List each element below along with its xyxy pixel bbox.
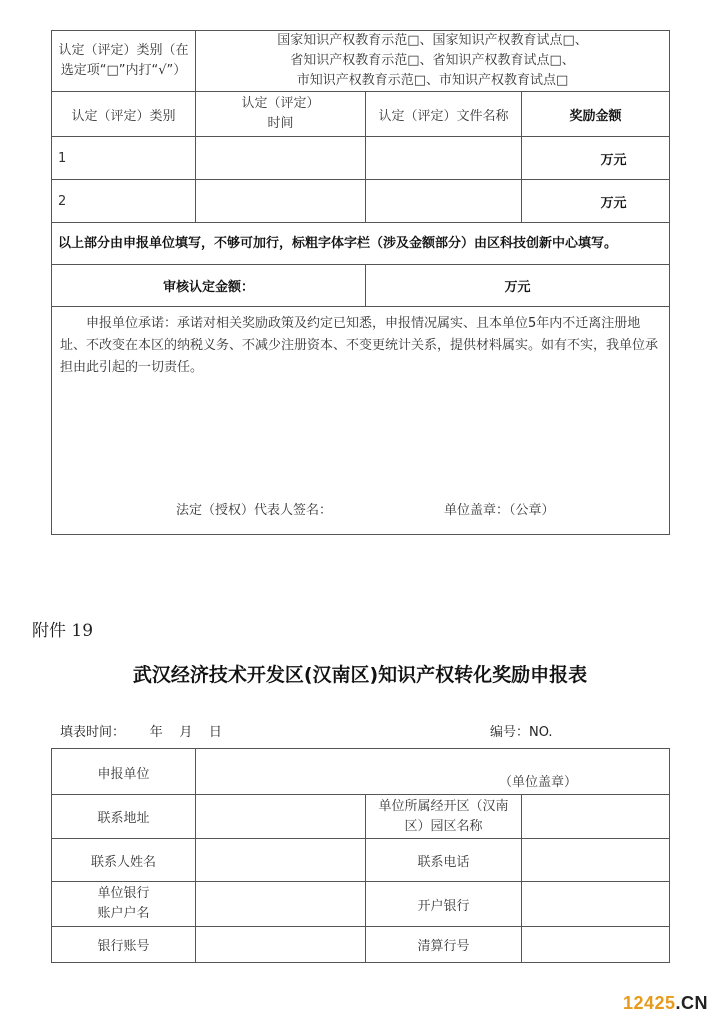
phone-label: 联系电话 [366,839,522,882]
site-watermark [623,993,708,1014]
bank-account-name-label-line1: 单位银行 [97,886,150,901]
applicant-seal-note: （单位盖章） [499,775,578,790]
header-time-line1: 认定（评定） [241,96,320,111]
amount-unit: 万元 [600,195,627,211]
attachment-number: 附件 19 [32,621,94,641]
header-document: 认定（评定）文件名称 [366,92,522,137]
header-time [196,92,366,137]
clearing-number-label: 清算行号 [366,927,522,963]
fill-time: 填表时间： 年 月 日 [60,725,222,740]
bank-label: 开户银行 [366,882,522,927]
category-option-national[interactable]: 国家知识产权教育示范□、国家知识产权教育试点□、 [277,33,588,48]
phone-input[interactable] [522,839,670,882]
park-name-label: 单位所属经开区（汉南区）园区名称 [366,795,522,839]
header-category: 认定（评定）类别 [52,92,196,137]
contact-name-label: 联系人姓名 [52,839,196,882]
approved-amount-cell[interactable] [366,265,670,307]
bank-account-name-input[interactable] [196,882,366,927]
bank-input[interactable] [522,882,670,927]
applicant-input[interactable] [196,749,670,795]
watermark-suffix: .CN [675,993,708,1013]
page-title: 武汉经济技术开发区(汉南区)知识产权转化奖励申报表 [132,664,588,686]
address-input[interactable] [196,795,366,839]
pledge-cell [52,307,670,535]
account-number-label: 银行账号 [52,927,196,963]
bank-account-name-label [52,882,196,927]
category-option-provincial[interactable]: 省知识产权教育示范□、省知识产权教育试点□、 [290,53,575,68]
bank-account-name-label-line2: 账户户名 [97,906,150,921]
approved-amount-unit: 万元 [504,280,531,295]
watermark-number: 12425 [622,993,676,1013]
amount-cell[interactable] [522,180,670,223]
address-label: 联系地址 [52,795,196,839]
pledge-text: 申报单位承诺：承诺对相关奖励政策及约定已知悉，申报情况属实、且本单位5年内不迁离注册地址、不改变在本区的纳税义务、不减少注册资本、不变更统计关系，提供材料属实。如有不实，我单位承担由此引起的一切责任。 [60,316,659,375]
amount-cell[interactable] [522,137,670,180]
document-input[interactable] [366,180,522,223]
table-row [52,137,670,180]
applicant-label: 申报单位 [52,749,196,795]
serial-number: 编号：NO. [490,725,553,740]
unit-seal-label: 单位盖章：（公章） [444,503,555,518]
table-row [52,180,670,223]
park-name-input[interactable] [522,795,670,839]
amount-unit: 万元 [600,152,627,168]
category-select-label: 认定（评定）类别（在选定项“□”内打“√”） [52,31,196,92]
approved-amount-label: 审核认定金额： [52,265,366,307]
account-number-input[interactable] [196,927,366,963]
header-amount: 奖励金额 [522,92,670,137]
header-time-line2: 时间 [267,116,294,131]
document-input[interactable] [366,137,522,180]
fill-note: 以上部分由申报单位填写，不够可加行，标粗字体字栏（涉及金额部分）由区科技创新中心填写。 [52,223,670,265]
time-input[interactable] [196,180,366,223]
row-number: 2 [52,180,196,223]
award-table [51,30,670,535]
application-form [51,748,670,963]
category-options[interactable] [196,31,670,92]
legal-rep-signature-label: 法定（授权）代表人签名： [176,503,333,518]
category-option-city[interactable]: 市知识产权教育示范□、市知识产权教育试点□ [296,73,569,88]
time-input[interactable] [196,137,366,180]
contact-name-input[interactable] [196,839,366,882]
clearing-number-input[interactable] [522,927,670,963]
row-number: 1 [52,137,196,180]
